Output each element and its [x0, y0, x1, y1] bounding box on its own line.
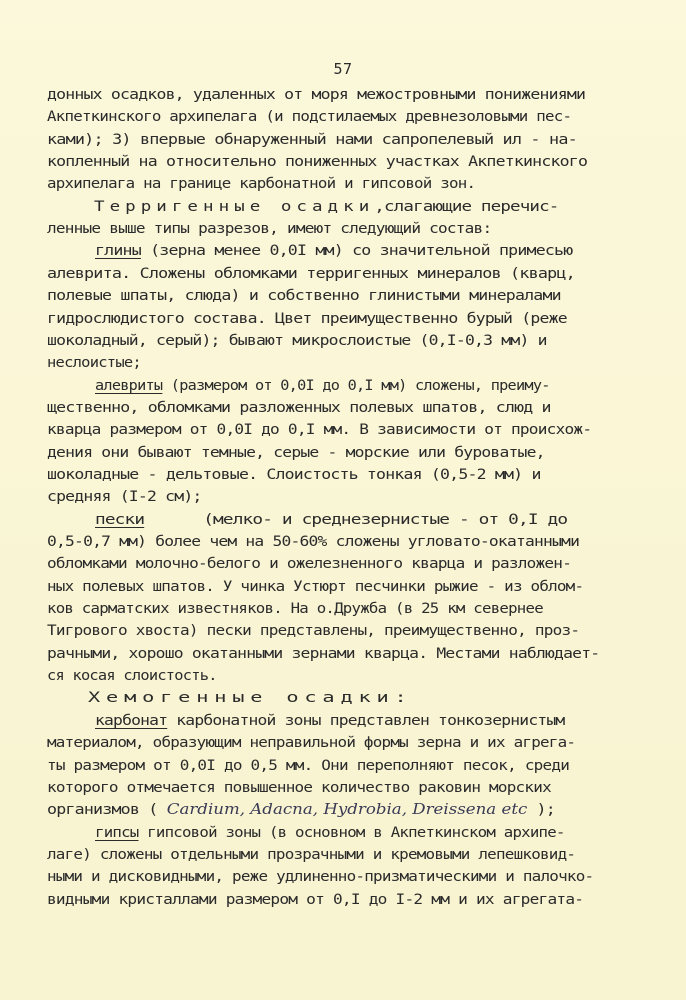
text-segment: ленные выше типы разрезов, имеют следующий состав: [47, 220, 492, 238]
spaced-heading: Терригенные осадки [94, 197, 375, 215]
text-line [94, 197, 559, 215]
text-segment: шоколадные - дельтовые. Слоистость тонкая (0,5-2 мм) и [47, 465, 541, 483]
text-segment: видными кристаллами размером от 0,I до I-2 мм и их агрегата- [47, 890, 584, 908]
text-segment: ты размером от 0,0I до 0,5 мм. Они переполняют песок, среди [47, 756, 570, 774]
text-segment: щественно, обломками разложенных полевых шпатов, слюд и [47, 398, 551, 416]
text-segment: ными и дисковидными, реже удлиненно-призматическими и палочко- [47, 868, 594, 886]
text-line [47, 331, 547, 349]
text-segment: : [394, 689, 406, 707]
text-line [88, 691, 406, 706]
text-line [47, 803, 555, 818]
text-segment: Акпеткинского архипелага (и подстилаемых древнезоловыми пес- [47, 108, 572, 126]
text-line [47, 778, 551, 796]
text-segment: ками); 3) впервые обнаруженный нами сапропелевый ил - на- [47, 130, 577, 148]
underlined-term: пески [95, 510, 145, 528]
text-line [47, 602, 543, 617]
text-segment: (размером от 0,0I до 0,I мм) сложены, преиму- [162, 376, 550, 394]
underlined-term: алевриты [95, 376, 163, 394]
text-line [95, 376, 550, 394]
text-segment: неслоистые; [47, 354, 141, 372]
text-line [47, 736, 575, 751]
text-line [95, 823, 565, 841]
page-number: 57 [333, 60, 353, 78]
text-line [47, 870, 593, 885]
handwritten-taxa: Cardium, Adacna, Hydrobia, Dreissena etc [166, 801, 528, 819]
text-segment: организмов ( [47, 801, 167, 819]
text-line [47, 644, 600, 662]
text-line [47, 88, 585, 103]
spaced-heading: Хемогенные осадки [88, 689, 395, 707]
text-line [47, 535, 579, 550]
text-segment: донных осадков, удаленных от моря межостровными понижениями [47, 86, 586, 103]
text-line [47, 423, 591, 438]
text-line [47, 443, 545, 461]
text-line [47, 356, 141, 371]
text-segment: ,слагающие перечис- [374, 197, 559, 215]
text-segment: (зерна менее 0,0I мм) со значительной примесью [140, 242, 573, 260]
text-segment: ся косая слоистость. [47, 667, 217, 685]
text-line [47, 309, 567, 327]
text-segment: ков сарматских известняков. На о.Дружба (в 25 км севернее [47, 600, 543, 618]
text-segment: (мелко- и среднезернистые - от 0,I до [144, 510, 568, 528]
text-segment: лаге) сложены отдельными прозрачными и кремовыми лепешковид- [47, 845, 576, 863]
text-segment: полевые шпаты, слюда) и собственно глинистыми минералами [47, 287, 561, 305]
text-segment: гипсовой зоны (в основном в Акпеткинском архипе- [138, 823, 565, 841]
text-line [47, 222, 491, 237]
text-segment: которого отмечается повышенное количество раковин морских [47, 778, 551, 796]
text-segment: дения они бывают темные, серые - морские или буроватые, [47, 443, 545, 461]
text-line [47, 577, 584, 595]
text-line [47, 177, 475, 192]
text-line [47, 155, 587, 170]
text-segment: карбонатной зоны представлен тонкозернистым [167, 711, 565, 729]
text-line [47, 465, 541, 483]
underlined-term: глины [95, 242, 141, 260]
text-line [47, 557, 571, 572]
text-line [47, 130, 577, 148]
text-segment: рачными, хорошо окатанными зернами кварца. Местами наблюдает- [47, 644, 600, 662]
text-line [47, 756, 570, 774]
text-line [47, 845, 576, 863]
text-line [47, 624, 579, 639]
text-segment: ных полевых шпатов. У чинка Устюрт песчинки рыжие - из облом- [47, 577, 584, 595]
text-line [47, 490, 202, 505]
text-segment: 0,5-0,7 мм) более чем на 50-60% сложены угловато-окатанными [47, 533, 580, 550]
text-line [47, 890, 584, 908]
text-segment: материалом, образующим неправильной формы зерна и их агрега- [47, 734, 576, 752]
text-line [95, 510, 568, 528]
underlined-term: гипсы [95, 823, 139, 841]
text-segment: гидрослюдистого состава. Цвет преимущественно бурый (реже [47, 309, 567, 327]
text-segment: кварца размером от 0,0I до 0,I мм. В зависимости от происхож- [47, 421, 592, 439]
text-line [95, 244, 572, 259]
underlined-term: карбонат [95, 711, 168, 729]
text-segment: Тигрового хвоста) пески представлены, преимущественно, проз- [47, 622, 580, 640]
text-line [95, 711, 565, 729]
text-line [47, 398, 551, 416]
text-segment: шоколадный, серый); бывают микрослоистые (0,I-0,3 мм) и [47, 331, 547, 349]
text-segment: средняя (I-2 см); [47, 488, 202, 506]
text-segment: ); [527, 801, 555, 819]
text-segment: обломками молочно-белого и ожелезненного кварца и разложен- [47, 555, 572, 573]
text-segment: архипелага на границе карбонатной и гипсовой зон. [47, 175, 476, 193]
text-segment: копленный на относительно пониженных участках Акпеткинского [47, 153, 588, 171]
text-segment: алеврита. Сложены обломками терригенных минералов (кварц, [47, 264, 575, 282]
text-line [47, 264, 575, 282]
text-line [47, 669, 217, 684]
text-line [47, 110, 571, 125]
text-line [47, 289, 561, 304]
